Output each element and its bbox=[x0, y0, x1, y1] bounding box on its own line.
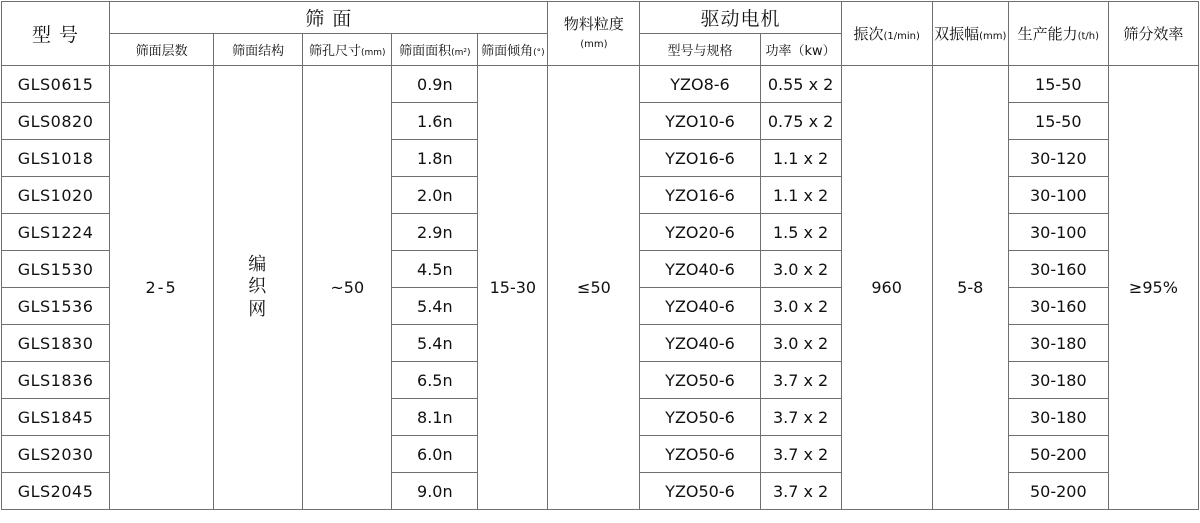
cell-screen-structure bbox=[214, 66, 303, 510]
cell-screen-area: 2.0n bbox=[392, 177, 478, 214]
screen-structure-char-1: 编 bbox=[248, 253, 269, 275]
cell-motor-power: 1.1 x 2 bbox=[760, 140, 841, 177]
cell-model: GLS1836 bbox=[2, 362, 110, 399]
cell-motor-model: YZO50-6 bbox=[640, 473, 760, 510]
cell-screen-layers: 2-5 bbox=[110, 66, 214, 510]
header-efficiency: 筛分效率 bbox=[1108, 2, 1198, 66]
cell-motor-power: 1.1 x 2 bbox=[760, 177, 841, 214]
header-material-size-label: 物料粒度 bbox=[563, 15, 624, 34]
cell-motor-model: YZO40-6 bbox=[640, 288, 760, 325]
header-screen-area-unit: (m²) bbox=[451, 48, 471, 58]
cell-motor-power: 3.0 x 2 bbox=[760, 251, 841, 288]
cell-motor-power: 1.5 x 2 bbox=[760, 214, 841, 251]
header-amplitude-unit: (mm) bbox=[979, 31, 1007, 42]
cell-capacity: 15-50 bbox=[1008, 66, 1108, 103]
header-screen-structure: 筛面结构 bbox=[214, 34, 303, 66]
cell-model: GLS2045 bbox=[2, 473, 110, 510]
table-row bbox=[2, 66, 1199, 103]
cell-model: GLS0820 bbox=[2, 103, 110, 140]
screen-structure-char-3: 网 bbox=[248, 298, 269, 320]
header-mesh-size-unit: (mm) bbox=[360, 48, 386, 58]
cell-frequency: 960 bbox=[841, 66, 932, 510]
header-material-size-unit: (mm) bbox=[580, 38, 608, 50]
cell-screen-angle: 15-30 bbox=[478, 66, 548, 510]
header-frequency-unit: (1/min) bbox=[883, 31, 920, 42]
cell-capacity: 30-180 bbox=[1008, 399, 1108, 436]
cell-screen-area: 1.6n bbox=[392, 103, 478, 140]
header-frequency-label: 振次 bbox=[853, 25, 884, 43]
cell-mesh-size: ~50 bbox=[303, 66, 392, 510]
header-motor-group: 驱动电机 bbox=[640, 2, 841, 34]
cell-motor-power: 3.7 x 2 bbox=[760, 473, 841, 510]
cell-capacity: 30-100 bbox=[1008, 214, 1108, 251]
cell-motor-model: YZO20-6 bbox=[640, 214, 760, 251]
cell-capacity: 30-180 bbox=[1008, 362, 1108, 399]
cell-material-size: ≤50 bbox=[548, 66, 640, 510]
cell-motor-model: YZO40-6 bbox=[640, 325, 760, 362]
header-capacity-label: 生产能力 bbox=[1017, 25, 1078, 43]
cell-screen-area: 6.5n bbox=[392, 362, 478, 399]
header-screen-area-label: 筛面面积 bbox=[399, 44, 452, 59]
cell-motor-power: 0.55 x 2 bbox=[760, 66, 841, 103]
cell-screen-area: 5.4n bbox=[392, 325, 478, 362]
table-header bbox=[2, 2, 1199, 66]
header-capacity bbox=[1008, 2, 1108, 66]
cell-motor-power: 3.7 x 2 bbox=[760, 436, 841, 473]
cell-motor-model: YZO50-6 bbox=[640, 436, 760, 473]
header-screen-layers: 筛面层数 bbox=[110, 34, 214, 66]
cell-capacity: 30-180 bbox=[1008, 325, 1108, 362]
cell-capacity: 50-200 bbox=[1008, 473, 1108, 510]
cell-motor-power: 3.0 x 2 bbox=[760, 325, 841, 362]
cell-motor-model: YZO10-6 bbox=[640, 103, 760, 140]
cell-model: GLS1845 bbox=[2, 399, 110, 436]
header-frequency bbox=[841, 2, 932, 66]
cell-screen-area: 1.8n bbox=[392, 140, 478, 177]
cell-motor-model: YZO16-6 bbox=[640, 140, 760, 177]
cell-model: GLS1530 bbox=[2, 251, 110, 288]
cell-capacity: 30-100 bbox=[1008, 177, 1108, 214]
cell-capacity: 15-50 bbox=[1008, 103, 1108, 140]
cell-capacity: 30-160 bbox=[1008, 251, 1108, 288]
cell-screen-area: 8.1n bbox=[392, 399, 478, 436]
cell-capacity: 30-120 bbox=[1008, 140, 1108, 177]
cell-efficiency: ≥95% bbox=[1108, 66, 1198, 510]
cell-motor-model: YZO16-6 bbox=[640, 177, 760, 214]
cell-screen-area: 0.9n bbox=[392, 66, 478, 103]
header-amplitude bbox=[932, 2, 1008, 66]
cell-motor-model: YZO50-6 bbox=[640, 362, 760, 399]
cell-model: GLS1224 bbox=[2, 214, 110, 251]
cell-amplitude: 5-8 bbox=[932, 66, 1008, 510]
header-motor-model: 型号与规格 bbox=[640, 34, 760, 66]
cell-motor-model: YZO40-6 bbox=[640, 251, 760, 288]
cell-motor-model: YZO50-6 bbox=[640, 399, 760, 436]
specification-table bbox=[1, 1, 1199, 510]
cell-motor-power: 3.0 x 2 bbox=[760, 288, 841, 325]
header-motor-power: 功率（kw） bbox=[760, 34, 841, 66]
cell-screen-area: 6.0n bbox=[392, 436, 478, 473]
cell-model: GLS2030 bbox=[2, 436, 110, 473]
cell-motor-power: 3.7 x 2 bbox=[760, 362, 841, 399]
screen-structure-char-2: 织 bbox=[248, 276, 269, 298]
header-material-size bbox=[548, 2, 640, 66]
cell-model: GLS1020 bbox=[2, 177, 110, 214]
cell-screen-area: 5.4n bbox=[392, 288, 478, 325]
cell-screen-area: 4.5n bbox=[392, 251, 478, 288]
header-row-top bbox=[2, 2, 1199, 34]
header-mesh-size-label: 筛孔尺寸 bbox=[308, 44, 361, 59]
cell-screen-area: 2.9n bbox=[392, 214, 478, 251]
cell-model: GLS1536 bbox=[2, 288, 110, 325]
header-screen-angle-label: 筛面倾角 bbox=[481, 44, 534, 59]
header-amplitude-label: 双振幅 bbox=[934, 25, 980, 43]
header-mesh-size bbox=[303, 34, 392, 66]
cell-motor-model: YZO8-6 bbox=[640, 66, 760, 103]
cell-screen-area: 9.0n bbox=[392, 473, 478, 510]
cell-capacity: 30-160 bbox=[1008, 288, 1108, 325]
cell-capacity: 50-200 bbox=[1008, 436, 1108, 473]
cell-model: GLS1830 bbox=[2, 325, 110, 362]
header-capacity-unit: (t/h) bbox=[1077, 31, 1100, 42]
header-screen-group: 筛 面 bbox=[110, 2, 548, 34]
cell-model: GLS1018 bbox=[2, 140, 110, 177]
table-body bbox=[2, 66, 1199, 510]
cell-model: GLS0615 bbox=[2, 66, 110, 103]
cell-motor-power: 3.7 x 2 bbox=[760, 399, 841, 436]
header-screen-angle-unit: (°) bbox=[533, 48, 545, 58]
cell-motor-power: 0.75 x 2 bbox=[760, 103, 841, 140]
header-model: 型 号 bbox=[2, 2, 110, 66]
header-screen-area bbox=[392, 34, 478, 66]
header-screen-angle bbox=[478, 34, 548, 66]
